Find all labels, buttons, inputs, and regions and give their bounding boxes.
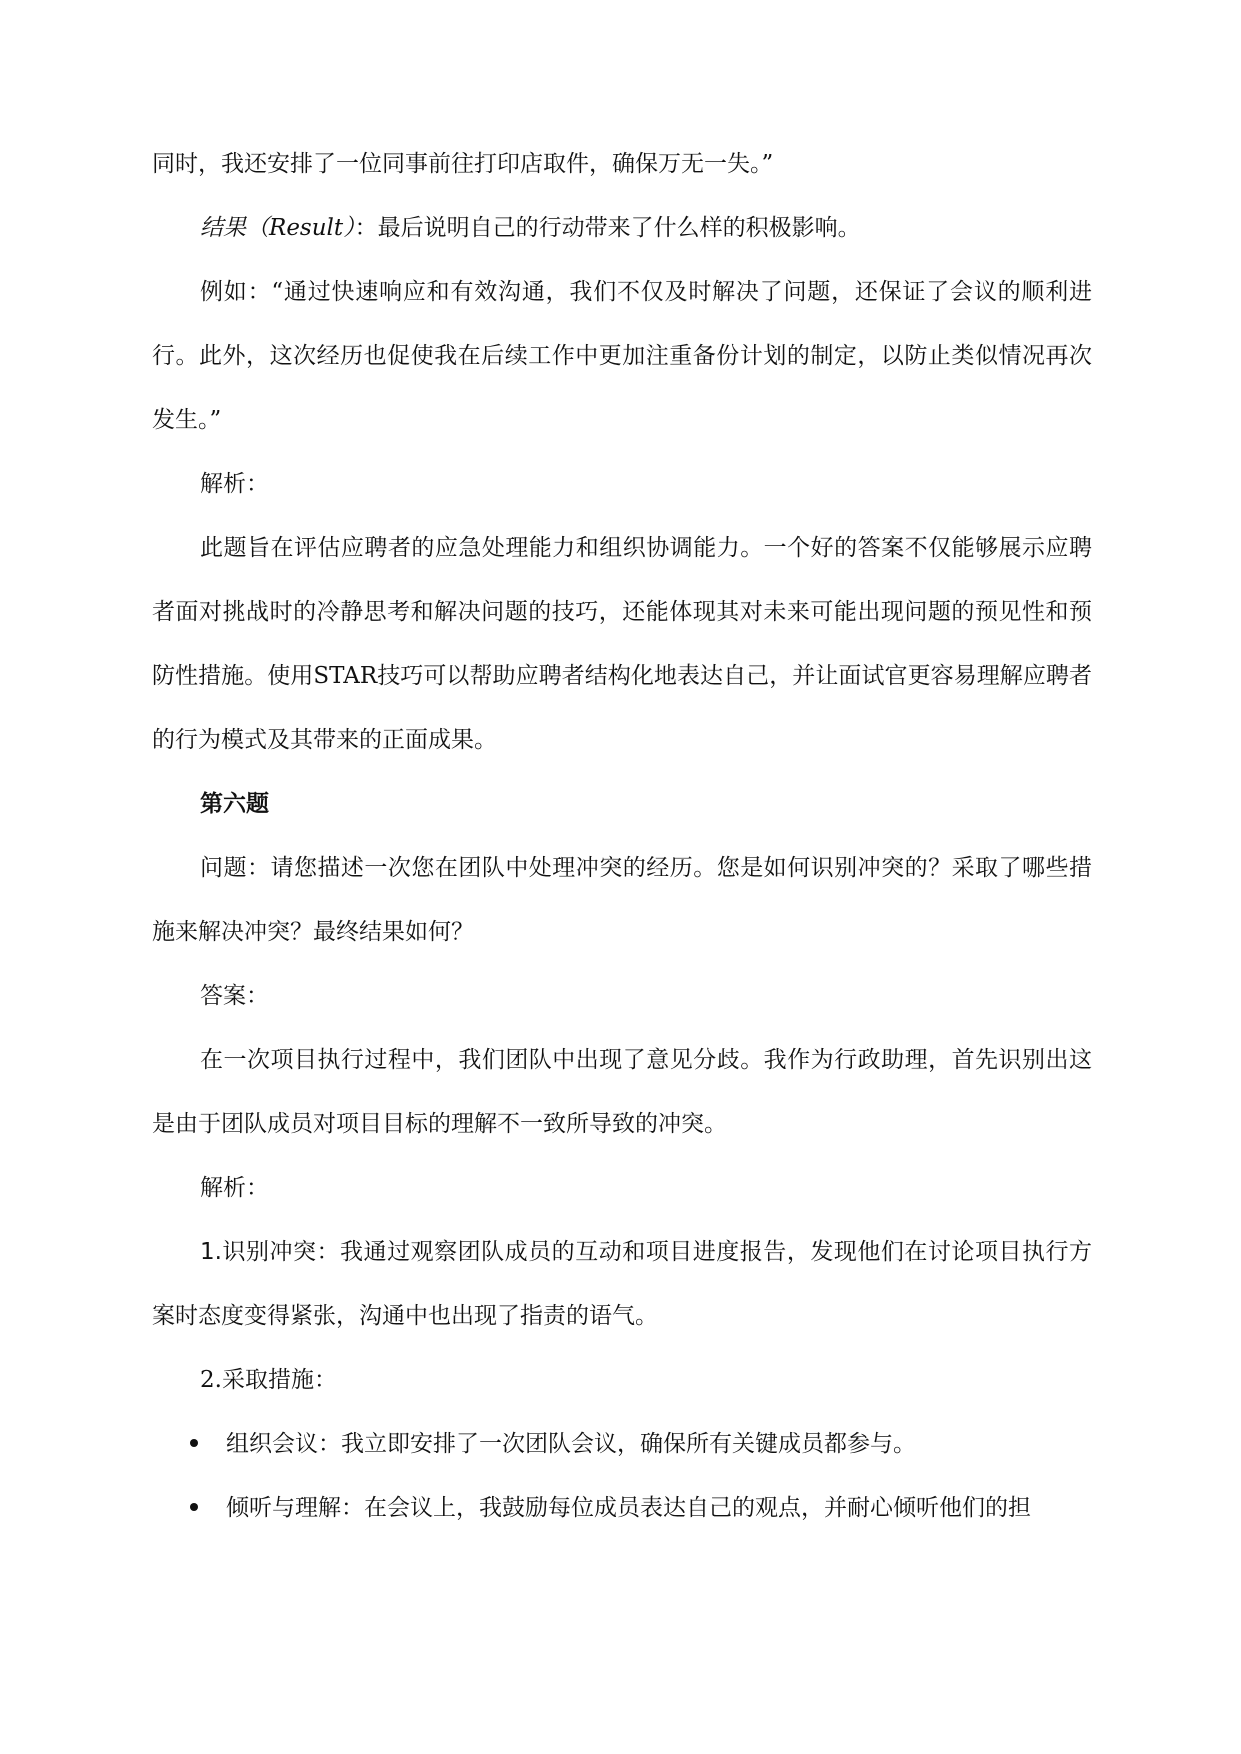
- bullet-item-1: [152, 1412, 1092, 1476]
- section-heading: 第六题: [200, 791, 269, 817]
- paragraph-answer: 在一次项目执行过程中，我们团队中出现了意见分歧。我作为行政助理，首先识别出这是由于团队成员对项目目标的理解不一致所导致的冲突。: [152, 1047, 1092, 1137]
- paragraph-result: [152, 196, 1092, 260]
- paragraph-example: 例如：“通过快速响应和有效沟通，我们不仅及时解决了问题，还保证了会议的顺利进行。此外，这次经历也促使我在后续工作中更加注重备份计划的制定，以防止类似情况再次发生。”: [152, 279, 1092, 433]
- paragraph-analysis-label: 解析：: [200, 471, 269, 497]
- result-label: 结果（Result）: [200, 215, 355, 241]
- paragraph-1: 同时，我还安排了一位同事前往打印店取件，确保万无一失。”: [152, 151, 774, 177]
- item-number: 1.: [200, 1239, 222, 1265]
- result-text: ：最后说明自己的行动带来了什么样的积极影响。: [354, 215, 861, 241]
- paragraph-analysis-label-2: 解析：: [200, 1175, 269, 1201]
- paragraph-answer-label: 答案：: [200, 983, 269, 1009]
- paragraph-question: 问题：请您描述一次您在团队中处理冲突的经历。您是如何识别冲突的？采取了哪些措施来解决冲突？最终结果如何？: [152, 855, 1092, 945]
- paragraph-analysis: 此题旨在评估应聘者的应急处理能力和组织协调能力。一个好的答案不仅能够展示应聘者面对挑战时的冷静思考和解决问题的技巧，还能体现其对未来可能出现问题的预见性和预防性措施。使用STAR技巧可以帮助应聘者结构化地表达自己，并让面试官更容易理解应聘者的行为模式及其带来的正面成果。: [152, 535, 1092, 753]
- bullet-text: 倾听与理解：在会议上，我鼓励每位成员表达自己的观点，并耐心倾听他们的担: [226, 1495, 1031, 1521]
- bullet-icon: [190, 1439, 198, 1447]
- bullet-item-2: [152, 1476, 1092, 1540]
- bullet-text: 组织会议：我立即安排了一次团队会议，确保所有关键成员都参与。: [226, 1431, 916, 1457]
- paragraph-identify-conflict: [152, 1220, 1092, 1348]
- bullet-icon: [190, 1503, 198, 1511]
- document-page: [152, 132, 1092, 1540]
- paragraph-measures-label: 2.采取措施：: [200, 1367, 337, 1393]
- item-text: 识别冲突：我通过观察团队成员的互动和项目进度报告，发现他们在讨论项目执行方案时态度变得紧张，沟通中也出现了指责的语气。: [152, 1239, 1092, 1329]
